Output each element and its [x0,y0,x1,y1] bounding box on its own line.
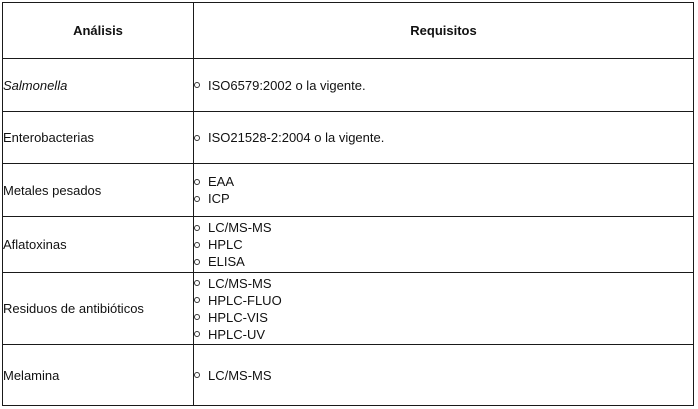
bullet-icon [194,314,200,320]
analysis-cell [3,345,194,406]
requirement-text: ISO21528-2:2004 o la vigente. [208,130,385,146]
requirements-cell [194,112,694,163]
requirement-item [194,367,693,384]
bullet-icon [194,280,200,286]
requirement-item [194,190,693,207]
requirements-list [194,77,693,94]
bullet-icon [194,225,200,231]
requirement-text: HPLC-UV [208,326,266,342]
table-row [3,112,694,163]
bullet-icon [194,196,200,202]
requirement-text: LC/MS-MS [208,275,272,291]
requirements-list [194,173,693,207]
requirement-text: HPLC [208,237,243,253]
bullet-icon [194,179,200,185]
analysis-cell [3,59,194,112]
requirement-text: ICP [208,191,230,207]
table-row [3,163,694,216]
requirement-text: LC/MS-MS [208,367,272,383]
table-row [3,217,694,272]
requirement-item [194,326,693,343]
requirement-text: ELISA [208,254,245,270]
bullet-icon [194,297,200,303]
analysis-requirements-table [2,2,694,406]
requirements-cell [194,163,694,216]
table-row [3,59,694,112]
requirement-item [194,309,693,326]
requirement-item [194,292,693,309]
bullet-icon [194,372,200,378]
requirements-list [194,219,693,270]
requirements-list [194,275,693,343]
analysis-cell [3,217,194,272]
requirement-item [194,275,693,292]
requirements-cell [194,217,694,272]
requirement-item [194,129,693,146]
requirement-item [194,173,693,190]
bullet-icon [194,331,200,337]
analysis-label: Enterobacterias [3,130,95,146]
table-row [3,345,694,406]
requirement-item [194,236,693,253]
requirement-item [194,219,693,236]
bullet-icon [194,135,200,141]
requirements-cell [194,272,694,345]
header-requirements: Requisitos [194,3,694,59]
requirement-text: ISO6579:2002 o la vigente. [208,77,366,93]
requirement-text: EAA [208,174,235,190]
table-header-row [3,3,694,59]
requirements-cell [194,345,694,406]
bullet-icon [194,82,200,88]
requirements-cell [194,59,694,112]
analysis-requirements-table-container [2,2,693,406]
analysis-cell [3,163,194,216]
analysis-cell [3,112,194,163]
requirement-text: LC/MS-MS [208,220,272,236]
header-analysis: Análisis [3,3,194,59]
bullet-icon [194,242,200,248]
table-row [3,272,694,345]
analysis-label: Aflatoxinas [3,237,67,253]
requirements-list [194,129,693,146]
bullet-icon [194,259,200,265]
analysis-cell [3,272,194,345]
analysis-label: Metales pesados [3,182,102,198]
requirement-text: HPLC-FLUO [208,292,282,308]
requirement-item [194,77,693,94]
analysis-label: Melamina [3,367,60,383]
analysis-label: Salmonella [3,77,68,93]
requirement-item [194,253,693,270]
requirements-list [194,367,693,384]
requirement-text: HPLC-VIS [208,309,268,325]
analysis-label: Residuos de antibióticos [3,301,144,317]
